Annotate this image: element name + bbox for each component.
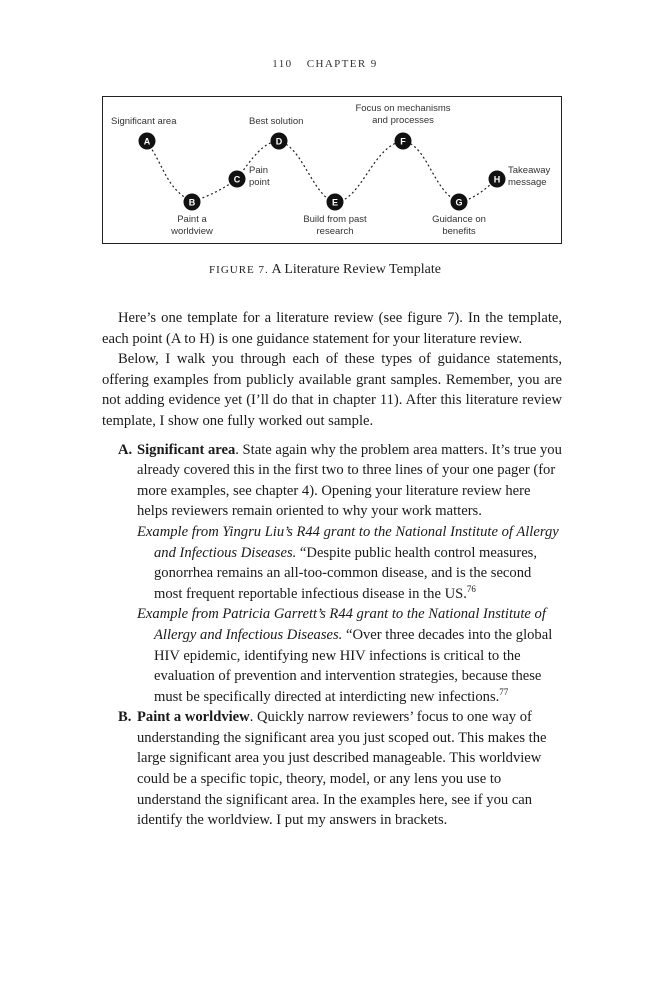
dotted-path	[147, 141, 497, 202]
list-item-a	[102, 440, 562, 708]
node-h	[489, 171, 506, 188]
example-quote: “Over three decades into the global HIV epidemic, identifying new HIV infections is critical to the evaluation of prevention and intervention strategies, because these must be specifically directed at interdicting new infections.	[154, 626, 553, 705]
guidance-list	[102, 440, 562, 831]
node-a	[139, 133, 156, 150]
footnote-ref: 76	[466, 583, 476, 594]
label-pain-point: Pain point	[249, 165, 270, 188]
svg-text:C: C	[233, 174, 241, 185]
node-b	[184, 194, 201, 211]
label-significant-area: Significant area	[111, 116, 177, 127]
label-guidance-benefits: Guidance on benefits	[432, 214, 486, 237]
label-focus-mechanisms: Focus on mechanisms and processes	[355, 103, 451, 126]
running-header	[0, 58, 650, 70]
item-heading: Paint a worldview	[137, 709, 250, 726]
node-g	[451, 194, 468, 211]
item-text: . Quickly narrow reviewers’ focus to one way of understanding the significant area you just scoped out. This makes the large significant area you just described manageable. This worldview could be a specific topic, theory, model, or any lens you use to understand the significant area. In the examples here, see if you can identify the worldview. I put my answers in brackets.	[137, 709, 547, 829]
item-letter: A.	[118, 441, 133, 458]
literature-review-figure	[102, 96, 562, 244]
node-f	[395, 133, 412, 150]
label-takeaway-message: Takeaway message	[508, 165, 551, 188]
caption-text: A Literature Review Template	[271, 262, 441, 277]
list-item-b	[102, 707, 562, 831]
node-c	[229, 171, 246, 188]
example-quote: “Despite public health control measures, gonorrhea remains an all-too-common disease, and is the second most frequent reportable infectious disease in the US.	[154, 544, 537, 602]
node-d	[271, 133, 288, 150]
chapter-label: CHAPTER 9	[306, 58, 378, 70]
label-best-solution: Best solution	[249, 116, 304, 127]
item-text: . State again why the problem area matters. It’s true you already covered this in the first two to three lines of your one pager (for more examples, see chapter 4). Opening your literature review here helps reviewers remain oriented to why your work matters.	[137, 441, 562, 520]
example-source: Example from Yingru Liu’s R44 grant to the National Institute of Allergy and Infectious Diseases.	[137, 523, 559, 561]
example-block	[137, 522, 562, 604]
svg-text:E: E	[331, 197, 339, 208]
page-number: 110	[272, 58, 293, 70]
item-letter: B.	[118, 709, 132, 726]
svg-text:A: A	[143, 136, 151, 147]
svg-text:B: B	[188, 197, 196, 208]
node-e	[327, 194, 344, 211]
svg-text:D: D	[275, 136, 283, 147]
caption-prefix: FIGURE 7.	[209, 264, 269, 276]
label-paint-worldview: Paint a worldview	[171, 214, 213, 237]
item-heading: Significant area	[137, 441, 236, 458]
svg-text:F: F	[400, 136, 406, 147]
paragraph: Here’s one template for a literature review (see figure 7). In the template, each point (A to H) is one guidance statement for your literature review.	[102, 310, 562, 347]
example-source: Example from Patricia Garrett’s R44 grant to the National Institute of Allergy and Infectious Diseases.	[137, 606, 546, 643]
body-text	[102, 308, 562, 831]
figure-caption	[0, 262, 650, 278]
example-block	[137, 604, 562, 707]
svg-text:H: H	[493, 174, 501, 185]
svg-text:G: G	[455, 197, 463, 208]
paragraph: Below, I walk you through each of these types of guidance statements, offering examples from publicly available grant samples. Remember, you are not adding evidence yet (I’ll do that in chapter 11). After this literature review template, I show one fully worked out sample.	[102, 351, 562, 429]
label-build-past-research: Build from past research	[303, 214, 367, 237]
footnote-ref: 77	[499, 686, 509, 697]
